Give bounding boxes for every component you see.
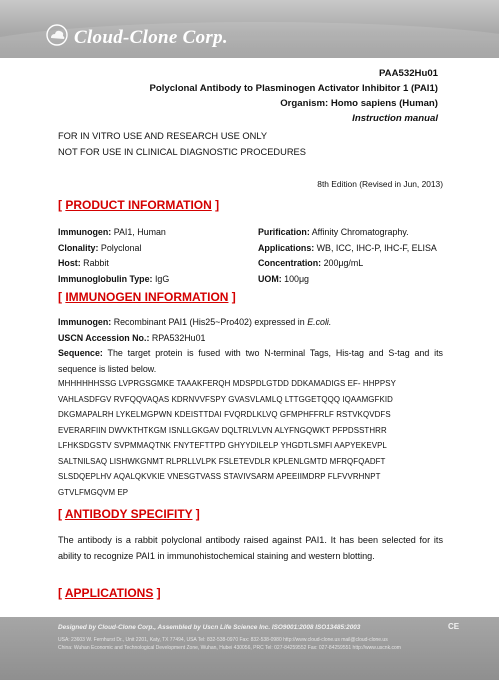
concentration-value: 200μg/mL xyxy=(321,258,364,268)
section-product-information: [ PRODUCT INFORMATION ] xyxy=(58,198,220,212)
header-banner xyxy=(0,0,499,58)
title-block xyxy=(149,66,438,126)
footer-banner xyxy=(0,617,499,680)
ig-type-value: IgG xyxy=(152,273,170,284)
edition-note: 8th Edition (Revised in Jun, 2013) xyxy=(317,179,443,189)
product-name: Polyclonal Antibody to Plasminogen Activator Inhibitor 1 (PAI1) xyxy=(149,83,438,94)
sequence-line: SALTNILSAQ LISHWKGNMT RLPRLLVLPK FSLETEVDLR KPLENLGMTD MFRQFQADFT xyxy=(58,456,386,466)
instruction-manual-label: Instruction manual xyxy=(352,113,438,124)
uscn-value: RPA532Hu01 xyxy=(149,332,206,343)
host-value: Rabbit xyxy=(80,258,109,268)
footer-usa: USA: 23603 W. Fernhurst Dr., Unit 2201, Katy, TX 77494, USA Tel: 832-538-0970 Fax: 832-538-0980 http://www.cloud-clone.us mail@cloud-clone.us xyxy=(58,637,388,643)
footer-china: China: Wuhan Economic and Technological Development Zone, Wuhan, Hubei 430056, PRC Tel: 027-84259552 Fax: 027-84259551 http://www.uscnk.com xyxy=(58,645,401,651)
section-product-label: PRODUCT INFORMATION xyxy=(65,198,212,212)
info-row xyxy=(58,272,458,288)
uscn-key: USCN Accession No.: xyxy=(58,332,150,343)
immunogen-key: Immunogen: xyxy=(58,227,112,237)
protein-sequence xyxy=(58,376,448,500)
info-row xyxy=(58,241,458,257)
uom-value: 100μg xyxy=(281,273,309,284)
concentration-key: Concentration: xyxy=(258,258,322,268)
brand-name: Cloud-Clone Corp. xyxy=(74,27,228,48)
purification-key: Purification: xyxy=(258,227,310,237)
section-applications: [ APPLICATIONS ] xyxy=(58,586,161,600)
immunogen-info xyxy=(58,315,443,377)
sequence-line: GTVLFMGQVM EP xyxy=(58,487,129,497)
applications-key: Applications: xyxy=(258,242,315,253)
sequence-description xyxy=(58,346,443,377)
clonality-key: Clonality: xyxy=(58,242,99,253)
immunogen-line xyxy=(58,315,443,331)
ig-type-key: Immunoglobulin Type: xyxy=(58,273,153,284)
cloud-logo-icon xyxy=(46,24,68,46)
host-key: Host: xyxy=(58,258,81,268)
immunogen-value: PAI1, Human xyxy=(111,227,166,237)
sequence-line: SLSDQEPLHV AQALQKVKIE VNESGTVASS STAVIVSARM APEEIIMDRP FLFVVRHNPT xyxy=(58,472,381,481)
sequence-line: DKGMAPALRH LYKELMGPWN KDEISTTDAI FVQRDLKLVQ GFMPHFFRLF RSTVKQVDFS xyxy=(58,410,391,419)
imm-key: Immunogen: xyxy=(58,317,112,327)
applications-value: WB, ICC, IHC-P, IHC-F, ELISA xyxy=(314,242,437,253)
notice-line-2: NOT FOR USE IN CLINICAL DIAGNOSTIC PROCEDURES xyxy=(58,147,306,157)
uscn-line xyxy=(58,331,443,347)
info-row xyxy=(58,225,458,241)
imm-value: Recombinant PAI1 (His25~Pro402) expressed in xyxy=(111,317,308,327)
specifity-text: The antibody is a rabbit polyclonal antibody raised against PAI1. It has been selected for its ability to recognize PAI1 in immunohistochemical staining and western blotting. xyxy=(58,535,443,561)
clonality-value: Polyclonal xyxy=(98,242,142,253)
section-specifity-label: ANTIBODY SPECIFITY xyxy=(64,507,193,521)
footer-contacts xyxy=(58,636,478,652)
usage-notice xyxy=(58,128,306,160)
product-code: PAA532Hu01 xyxy=(378,68,438,79)
sequence-line: MHHHHHHSSG LVPRGSGMKE TAAAKFERQH MDSPDLGTDD DDKAMADIGS EF- HHPPSY xyxy=(58,379,396,388)
section-immunogen-label: IMMUNOGEN INFORMATION xyxy=(65,290,229,304)
sequence-line: LFHKSDGSTV SVPMMAQTNK FNYTEFTTPD GHYYDILELP YHGDTLSMFI AAPYEKEVPL xyxy=(58,441,387,450)
sequence-line: VAHLASDFGV RVFQQVAQAS KDRNVVFSPY GVASVLAMLQ LTTGGETQQQ IQAAMGFKID xyxy=(58,394,393,404)
section-applications-label: APPLICATIONS xyxy=(64,586,154,600)
notice-line-1: FOR IN VITRO USE AND RESEARCH USE ONLY xyxy=(58,131,268,141)
product-info-grid xyxy=(58,225,458,287)
section-antibody-specifity: [ ANTIBODY SPECIFITY ] xyxy=(58,507,200,521)
uom-key: UOM: xyxy=(258,273,282,284)
sequence-line: EVERARFIIN DWVKTHTKGM ISNLLGKGAV DQLTRLVLVN ALYFNGQWKT PFPDSSTHRR xyxy=(58,425,387,435)
section-immunogen-information: [ IMMUNOGEN INFORMATION ] xyxy=(58,290,236,304)
sequence-key: Sequence: xyxy=(58,348,103,358)
footer-designed-by: Designed by Cloud-Clone Corp., Assembled by Uscn Life Science Inc. ISO9001:2008 ISO13485:2003 xyxy=(58,624,361,631)
organism: Organism: Homo sapiens (Human) xyxy=(280,98,438,109)
ce-mark-icon: CE xyxy=(448,622,460,631)
imm-organism: E.coli. xyxy=(307,317,332,327)
purification-value: Affinity Chromatography. xyxy=(309,227,409,237)
info-row xyxy=(58,256,458,272)
sequence-text: The target protein is fused with two N-terminal Tags, His-tag and S-tag and its sequence is listed below. xyxy=(58,348,443,374)
